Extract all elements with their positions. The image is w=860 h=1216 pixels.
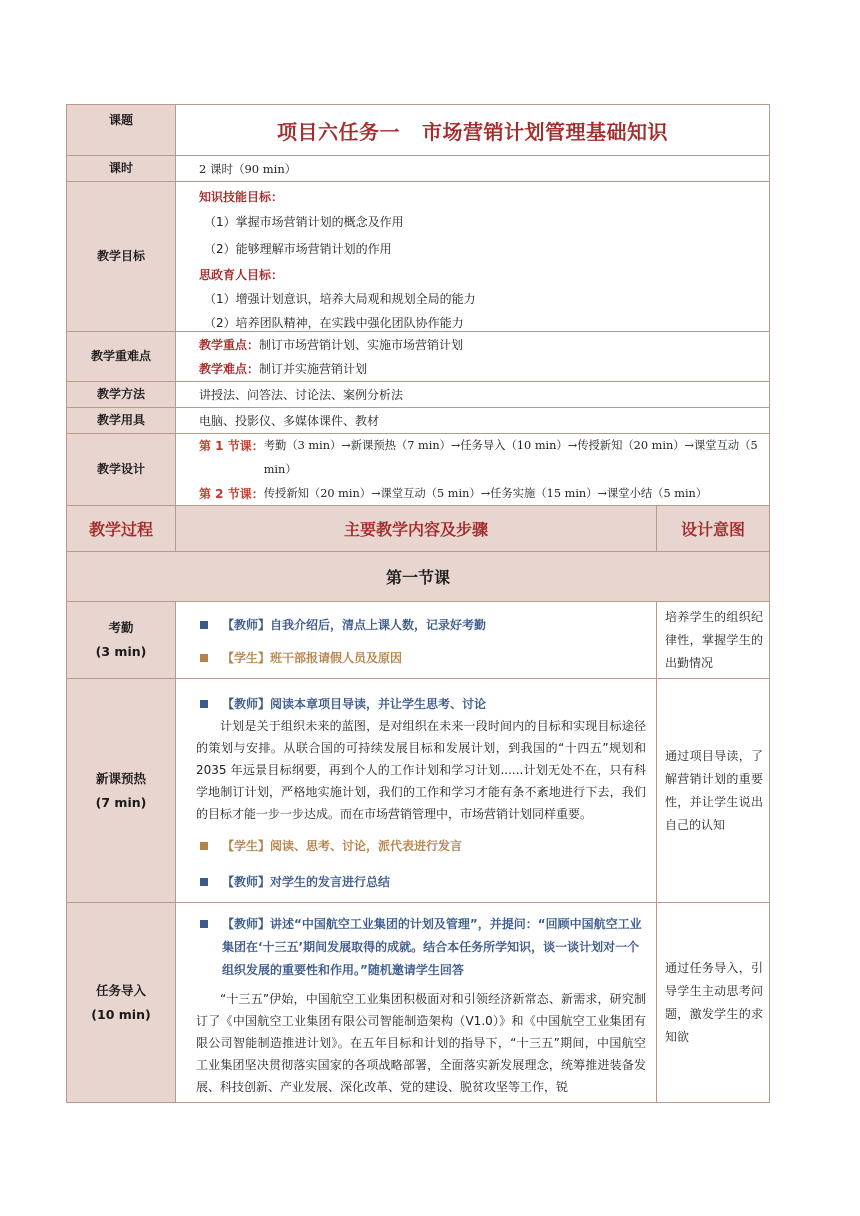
task-intro-stage-time: (10 min): [91, 1006, 151, 1022]
period-value: 2 课时（90 min）: [199, 161, 297, 176]
lesson2-label: 第 2 节课：: [199, 486, 264, 501]
ideology-item-1: （1）增强计划意识，培养大局观和规划全局的能力: [204, 292, 476, 306]
task-intro-intent: 通过任务导入，引导学生主动思考问题，激发学生的求知欲: [665, 960, 763, 1044]
preview-row: [66, 679, 770, 903]
square-bullet-icon: [200, 621, 208, 629]
difficulty-value: 制订并实施营销计划: [259, 361, 368, 376]
methods-value: 讲授法、问答法、讨论法、案例分析法: [199, 388, 404, 402]
attendance-student-text: 【学生】班干部报请假人员及原因: [222, 650, 403, 665]
design-label: 教学设计: [67, 434, 176, 505]
methods-label: 教学方法: [67, 382, 176, 407]
square-bullet-icon: [200, 842, 208, 850]
design-row: [66, 434, 770, 506]
period-label: 课时: [67, 156, 176, 181]
square-bullet-icon: [200, 700, 208, 708]
task-intro-row: [66, 903, 770, 1103]
preview-stage: [67, 679, 176, 902]
process-col-stage: 教学过程: [67, 506, 176, 551]
key-points-content: [176, 332, 769, 381]
knowledge-title: 知识技能目标：: [199, 190, 284, 204]
tools-row: [66, 408, 770, 434]
preview-teacher-bullet: [196, 693, 646, 715]
attendance-teacher-bullet: [196, 614, 646, 636]
objectives-row: [66, 182, 770, 332]
task-intro-paragraph: “十三五”伊始，中国航空工业集团积极面对和引领经济新常态、新需求，研究制订了《中国航空工业集团有限公司智能制造架构（V1.0）》和《中国航空工业集团有限公司智能制造推进计划》。在五年目标和计划的指导下，“十三五”期间，中国航空工业集团坚决贯彻落实国家的各项战略部署，全面落实新发展理念，统筹推进装备发展、科技创新、产业发展、深化改革、党的建设、脱贫攻坚等工作，锐: [196, 992, 646, 1094]
tools-label: 教学用具: [67, 408, 176, 433]
key-points-label: 教学重难点: [67, 332, 176, 381]
tools-value: 电脑、投影仪、多媒体课件、教材: [199, 414, 380, 428]
preview-student-bullet: [196, 835, 646, 857]
ideology-title: 思政育人目标：: [199, 268, 284, 282]
topic-label: 课题: [67, 105, 176, 155]
preview-stage-time: (7 min): [95, 794, 147, 810]
task-intro-teacher-text: 【教师】讲述“中国航空工业集团的计划及管理”，并提问：“回顾中国航空工业集团在‘十三五’期间发展取得的成就。结合本任务所学知识，谈一谈计划对一个组织发展的重要性和作用。”随机邀请学生回答: [222, 917, 642, 977]
attendance-intent: 培养学生的组织纪律性，掌握学生的出勤情况: [665, 609, 763, 670]
focus-value: 制订市场营销计划、实施市场营销计划: [259, 337, 464, 352]
preview-paragraph: 计划是关于组织未来的蓝图，是对组织在未来一段时间内的目标和实现目标途径的策划与安排。从联合国的可持续发展目标和发展计划，到我国的“十四五”规划和 2035 年远景目标纲要，再到个人的工作计划和学习计划......计划无处不在，只有科学地制订计划，严格地实施计划，我们的工作和学习才能有条不紊地进行下去，我们的目标才能一步一步达成。而在市场营销管理中，市场营销计划同样重要。: [196, 719, 646, 821]
focus-label: 教学重点：: [199, 337, 260, 352]
design-content: [176, 434, 769, 505]
square-bullet-icon: [200, 654, 208, 662]
preview-content: [176, 679, 657, 902]
attendance-stage-time: (3 min): [95, 644, 147, 659]
title-row: [66, 104, 770, 156]
square-bullet-icon: [200, 878, 208, 886]
ideology-item-2: （2）培养团队精神，在实践中强化团队协作能力: [204, 316, 464, 330]
attendance-stage: [67, 602, 176, 678]
preview-teacher-summary-text: 【教师】对学生的发言进行总结: [222, 875, 391, 889]
key-points-row: [66, 332, 770, 382]
preview-teacher-summary-bullet: [196, 871, 646, 893]
preview-intent: 通过项目导读，了解营销计划的重要性，并让学生说出自己的认知: [665, 748, 763, 832]
lesson1-label: 第 1 节课：: [199, 438, 264, 453]
task-intro-teacher-bullet: [196, 913, 646, 982]
objectives-label: 教学目标: [67, 182, 176, 331]
title-cell: [176, 105, 769, 155]
attendance-student-bullet: [196, 647, 646, 669]
lesson-plan-table: [66, 104, 770, 1103]
attendance-teacher-text: 【教师】自我介绍后，清点上课人数，记录好考勤: [222, 617, 487, 632]
lesson1-value: 考勤（3 min）→新课预热（7 min）→任务导入（10 min）→传授新知（20 min）→课堂互动（5 min）: [263, 438, 758, 476]
task-intro-stage: [67, 903, 176, 1102]
knowledge-item-2: （2）能够理解市场营销计划的作用: [204, 242, 392, 256]
process-col-intent: 设计意图: [680, 520, 745, 539]
preview-student-text: 【学生】阅读、思考、讨论，派代表进行发言: [222, 839, 463, 853]
attendance-row: [66, 602, 770, 679]
preview-teacher-text: 【教师】阅读本章项目导读，并让学生思考、讨论: [222, 697, 487, 711]
section-title: 第一节课: [66, 552, 770, 602]
period-row: [66, 156, 770, 182]
knowledge-item-1: （1）掌握市场营销计划的概念及作用: [204, 215, 404, 229]
difficulty-label: 教学难点：: [199, 361, 260, 376]
task-intro-content: [176, 903, 657, 1102]
page-title: [277, 116, 668, 145]
lesson2-value: 传授新知（20 min）→课堂互动（5 min）→任务实施（15 min）→课堂小结（5 min）: [263, 486, 708, 500]
process-col-content: 主要教学内容及步骤: [176, 506, 657, 551]
task-intro-stage-name: 任务导入: [95, 982, 146, 998]
preview-stage-name: 新课预热: [95, 770, 146, 786]
title-part1: 项目六任务一: [277, 119, 400, 144]
title-part2: 市场营销计划管理基础知识: [422, 119, 668, 144]
methods-row: [66, 382, 770, 408]
objectives-content: [176, 182, 769, 331]
square-bullet-icon: [200, 920, 208, 928]
process-header: [66, 506, 770, 552]
attendance-content: [176, 602, 657, 678]
attendance-stage-name: 考勤: [108, 620, 134, 635]
